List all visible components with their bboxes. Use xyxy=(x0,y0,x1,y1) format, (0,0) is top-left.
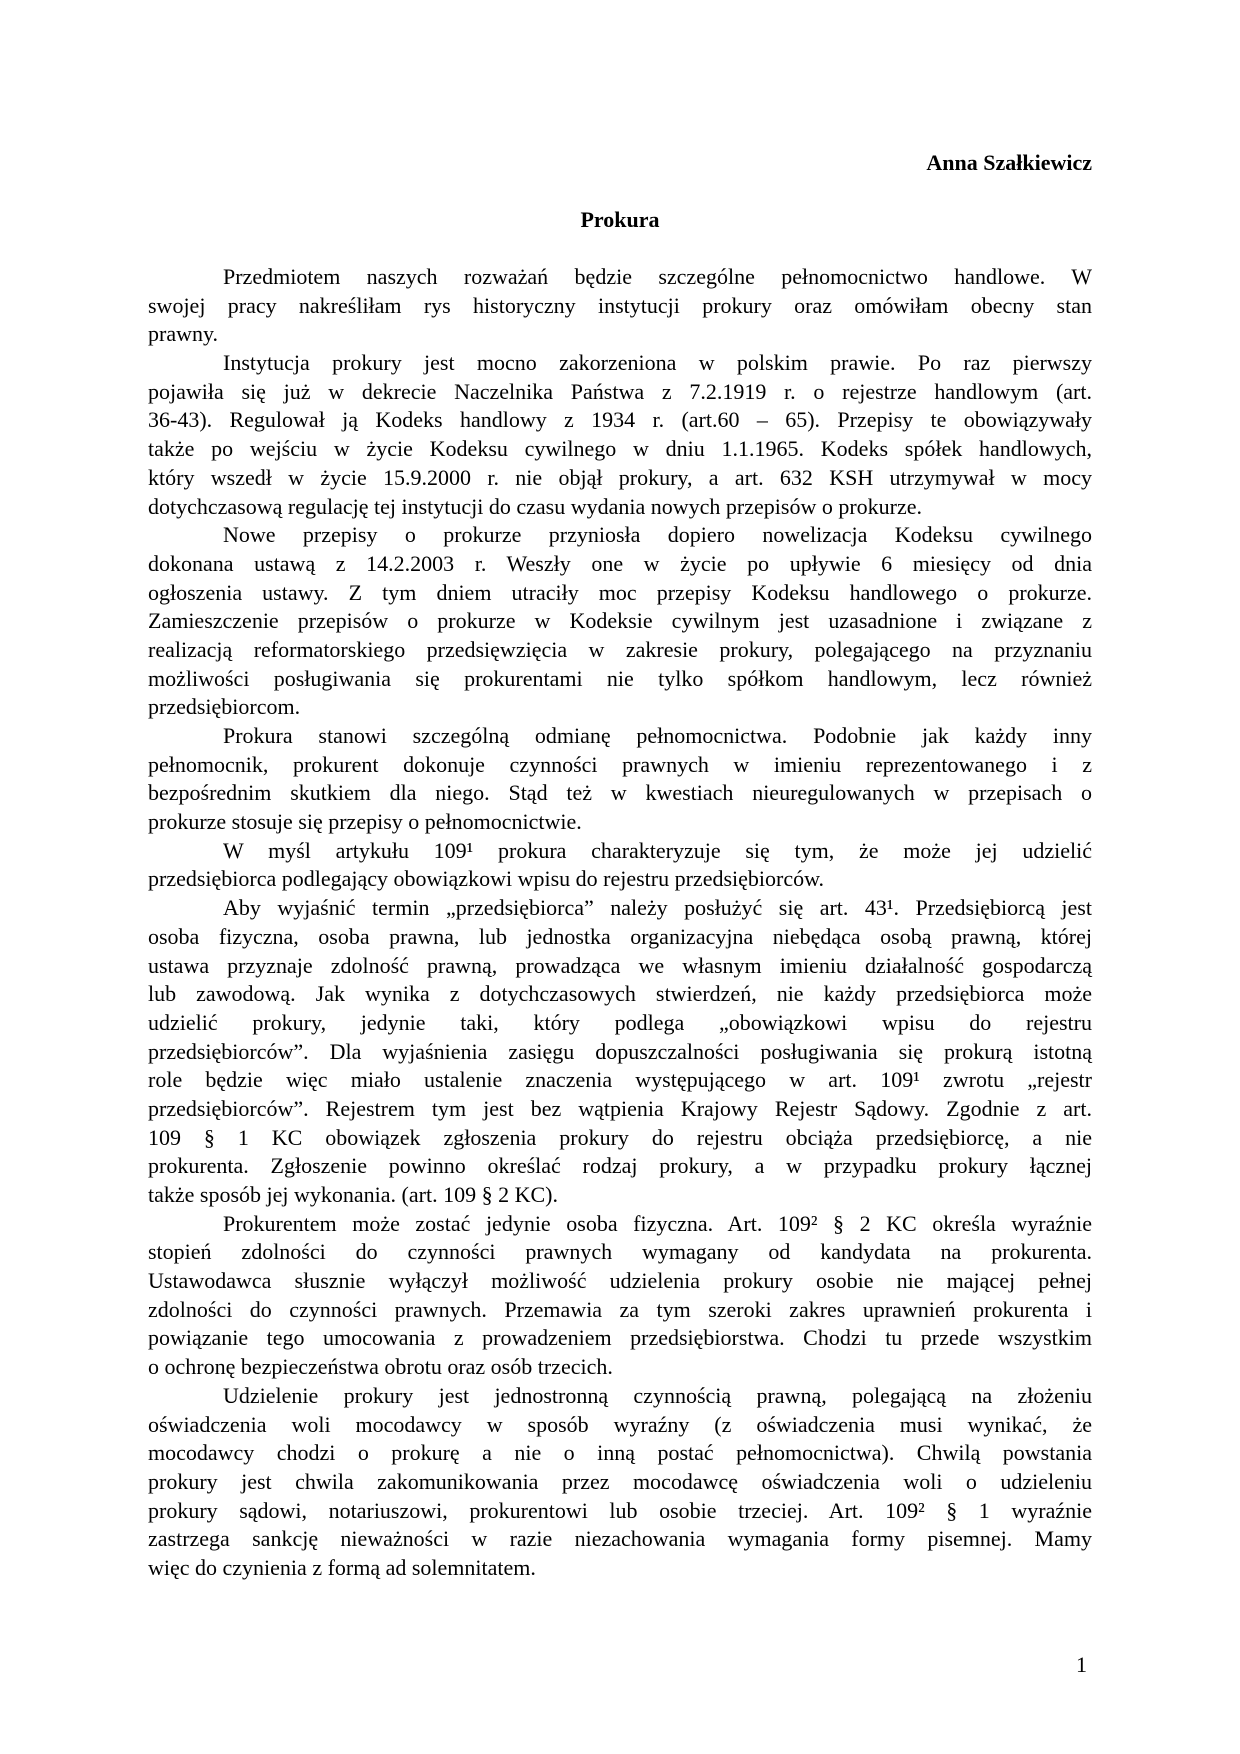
text-line: lub zawodową. Jak wynika z dotychczasowych stwierdzeń, nie każdy przedsiębiorca może xyxy=(148,981,1092,1007)
text-line: który wszedł w życie 15.9.2000 r. nie objął prokury, a art. 632 KSH utrzymywał w mocy xyxy=(148,464,1092,490)
text-line: oświadczenia woli mocodawcy w sposób wyraźny (z oświadczenia musi wynikać, że xyxy=(148,1411,1092,1437)
author-name: Anna Szałkiewicz xyxy=(926,150,1092,175)
text-line: osoba fizyczna, osoba prawna, lub jednostka organizacyjna niebędąca osobą prawną, której xyxy=(148,923,1092,949)
text-line: bezpośrednim skutkiem dla niego. Stąd też w kwestiach nieuregulowanych w przepisach o xyxy=(148,780,1092,806)
text-line: ustawa przyznaje zdolność prawną, prowadząca we własnym imieniu działalność gospodarczą xyxy=(148,952,1092,978)
paragraph xyxy=(148,894,1092,1210)
text-line: Aby wyjaśnić termin „przedsiębiorca” należy posłużyć się art. 43¹. Przedsiębiorcą jest xyxy=(223,895,1092,921)
text-line: prokurenta. Zgłoszenie powinno określać rodzaj prokury, a w przypadku prokury łącznej xyxy=(148,1153,1092,1179)
paragraph xyxy=(148,1382,1092,1583)
paragraph xyxy=(148,1210,1092,1382)
document-title: Prokura xyxy=(580,207,660,232)
text-line: prokury jest chwila zakomunikowania przez mocodawcę oświadczenia woli o udzieleniu xyxy=(148,1468,1092,1494)
text-line: mocodawcy chodzi o prokurę a nie o inną postać pełnomocnictwa). Chwilą powstania xyxy=(148,1440,1092,1466)
text-line: pełnomocnik, prokurent dokonuje czynności prawnych w imieniu reprezentowanego i z xyxy=(148,751,1092,777)
text-line: przedsiębiorców”. Rejestrem tym jest bez wątpienia Krajowy Rejestr Sądowy. Zgodnie z art. xyxy=(148,1095,1092,1121)
text-line: przedsiębiorców”. Dla wyjaśnienia zasięgu dopuszczalności posługiwania się prokurą istotną xyxy=(148,1038,1092,1064)
text-line: powiązanie tego umocowania z prowadzeniem przedsiębiorstwa. Chodzi tu przede wszystkim xyxy=(148,1325,1092,1351)
text-line: Ustawodawca słusznie wyłączył możliwość udzielenia prokury osobie nie mającej pełnej xyxy=(148,1268,1092,1294)
text-line: także po wejściu w życie Kodeksu cywilnego w dniu 1.1.1965. Kodeks spółek handlowych, xyxy=(148,436,1092,462)
text-line: prokurze stosuje się przepisy o pełnomocnictwie. xyxy=(148,809,582,835)
text-line: więc do czynienia z formą ad solemnitatem. xyxy=(148,1554,536,1580)
text-line: zastrzega sankcję nieważności w razie niezachowania wymagania formy pisemnej. Mamy xyxy=(148,1526,1092,1552)
page-number: 1 xyxy=(1076,1652,1087,1677)
text-line: realizacją reformatorskiego przedsięwzięcia w zakresie prokury, polegającego na przyznaniu xyxy=(148,636,1092,662)
text-line: 36-43). Regulował ją Kodeks handlowy z 1934 r. (art.60 – 65). Przepisy te obowiązywały xyxy=(148,407,1092,433)
paragraph xyxy=(148,349,1092,521)
text-line: udzielić prokury, jedynie taki, który podlega „obowiązkowi wpisu do rejestru xyxy=(148,1009,1092,1035)
text-line: Zamieszczenie przepisów o prokurze w Kodeksie cywilnym jest uzasadnione i związane z xyxy=(148,608,1092,634)
text-line: Instytucja prokury jest mocno zakorzeniona w polskim prawie. Po raz pierwszy xyxy=(223,350,1092,376)
text-line: prawny. xyxy=(148,321,219,347)
paragraph xyxy=(148,263,1092,349)
text-line: Udzielenie prokury jest jednostronną czynnością prawną, polegającą na złożeniu xyxy=(223,1382,1092,1408)
text-line: dotychczasową regulację tej instytucji do czasu wydania nowych przepisów o prokurze. xyxy=(148,493,923,519)
text-line: o ochronę bezpieczeństwa obrotu oraz osób trzecich. xyxy=(148,1354,613,1380)
text-line: przedsiębiorcom. xyxy=(148,694,301,720)
text-line: Przedmiotem naszych rozważań będzie szczególne pełnomocnictwo handlowe. W xyxy=(223,264,1092,289)
text-line: Prokurentem może zostać jedynie osoba fizyczna. Art. 109² § 2 KC określa wyraźnie xyxy=(223,1210,1092,1236)
text-line: przedsiębiorca podlegający obowiązkowi wpisu do rejestru przedsiębiorców. xyxy=(148,866,825,892)
text-line: dokonana ustawą z 14.2.2003 r. Weszły one w życie po upływie 6 miesięcy od dnia xyxy=(148,550,1092,576)
text-line: W myśl artykułu 109¹ prokura charakteryzuje się tym, że może jej udzielić xyxy=(223,837,1092,863)
paragraph xyxy=(148,521,1092,722)
text-line: ogłoszenia ustawy. Z tym dniem utraciły moc przepisy Kodeksu handlowego o prokurze. xyxy=(148,579,1092,605)
text-line: prokury sądowi, notariuszowi, prokurentowi lub osobie trzeciej. Art. 109² § 1 wyraźnie xyxy=(148,1497,1092,1523)
text-line: 109 § 1 KC obowiązek zgłoszenia prokury do rejestru obciąża przedsiębiorcę, a nie xyxy=(148,1124,1092,1150)
text-line: swojej pracy nakreśliłam rys historyczny instytucji prokury oraz omówiłam obecny stan xyxy=(148,292,1092,318)
document-body xyxy=(148,263,1092,1583)
text-line: Nowe przepisy o prokurze przyniosła dopiero nowelizacja Kodeksu cywilnego xyxy=(223,522,1092,548)
text-line: pojawiła się już w dekrecie Naczelnika Państwa z 7.2.1919 r. o rejestrze handlowym (art. xyxy=(148,378,1092,404)
text-line: Prokura stanowi szczególną odmianę pełnomocnictwa. Podobnie jak każdy inny xyxy=(223,723,1092,748)
text-line: zdolności do czynności prawnych. Przemawia za tym szeroki zakres uprawnień prokurenta i xyxy=(148,1296,1092,1322)
text-line: stopień zdolności do czynności prawnych wymagany od kandydata na prokurenta. xyxy=(148,1239,1092,1265)
paragraph xyxy=(148,837,1092,894)
text-line: także sposób jej wykonania. (art. 109 § 2 KC). xyxy=(148,1182,558,1207)
text-line: role będzie więc miało ustalenie znaczenia występującego w art. 109¹ zwrotu „rejestr xyxy=(148,1067,1092,1093)
text-line: możliwości posługiwania się prokurentami nie tylko spółkom handlowym, lecz również xyxy=(148,665,1092,691)
paragraph xyxy=(148,722,1092,837)
